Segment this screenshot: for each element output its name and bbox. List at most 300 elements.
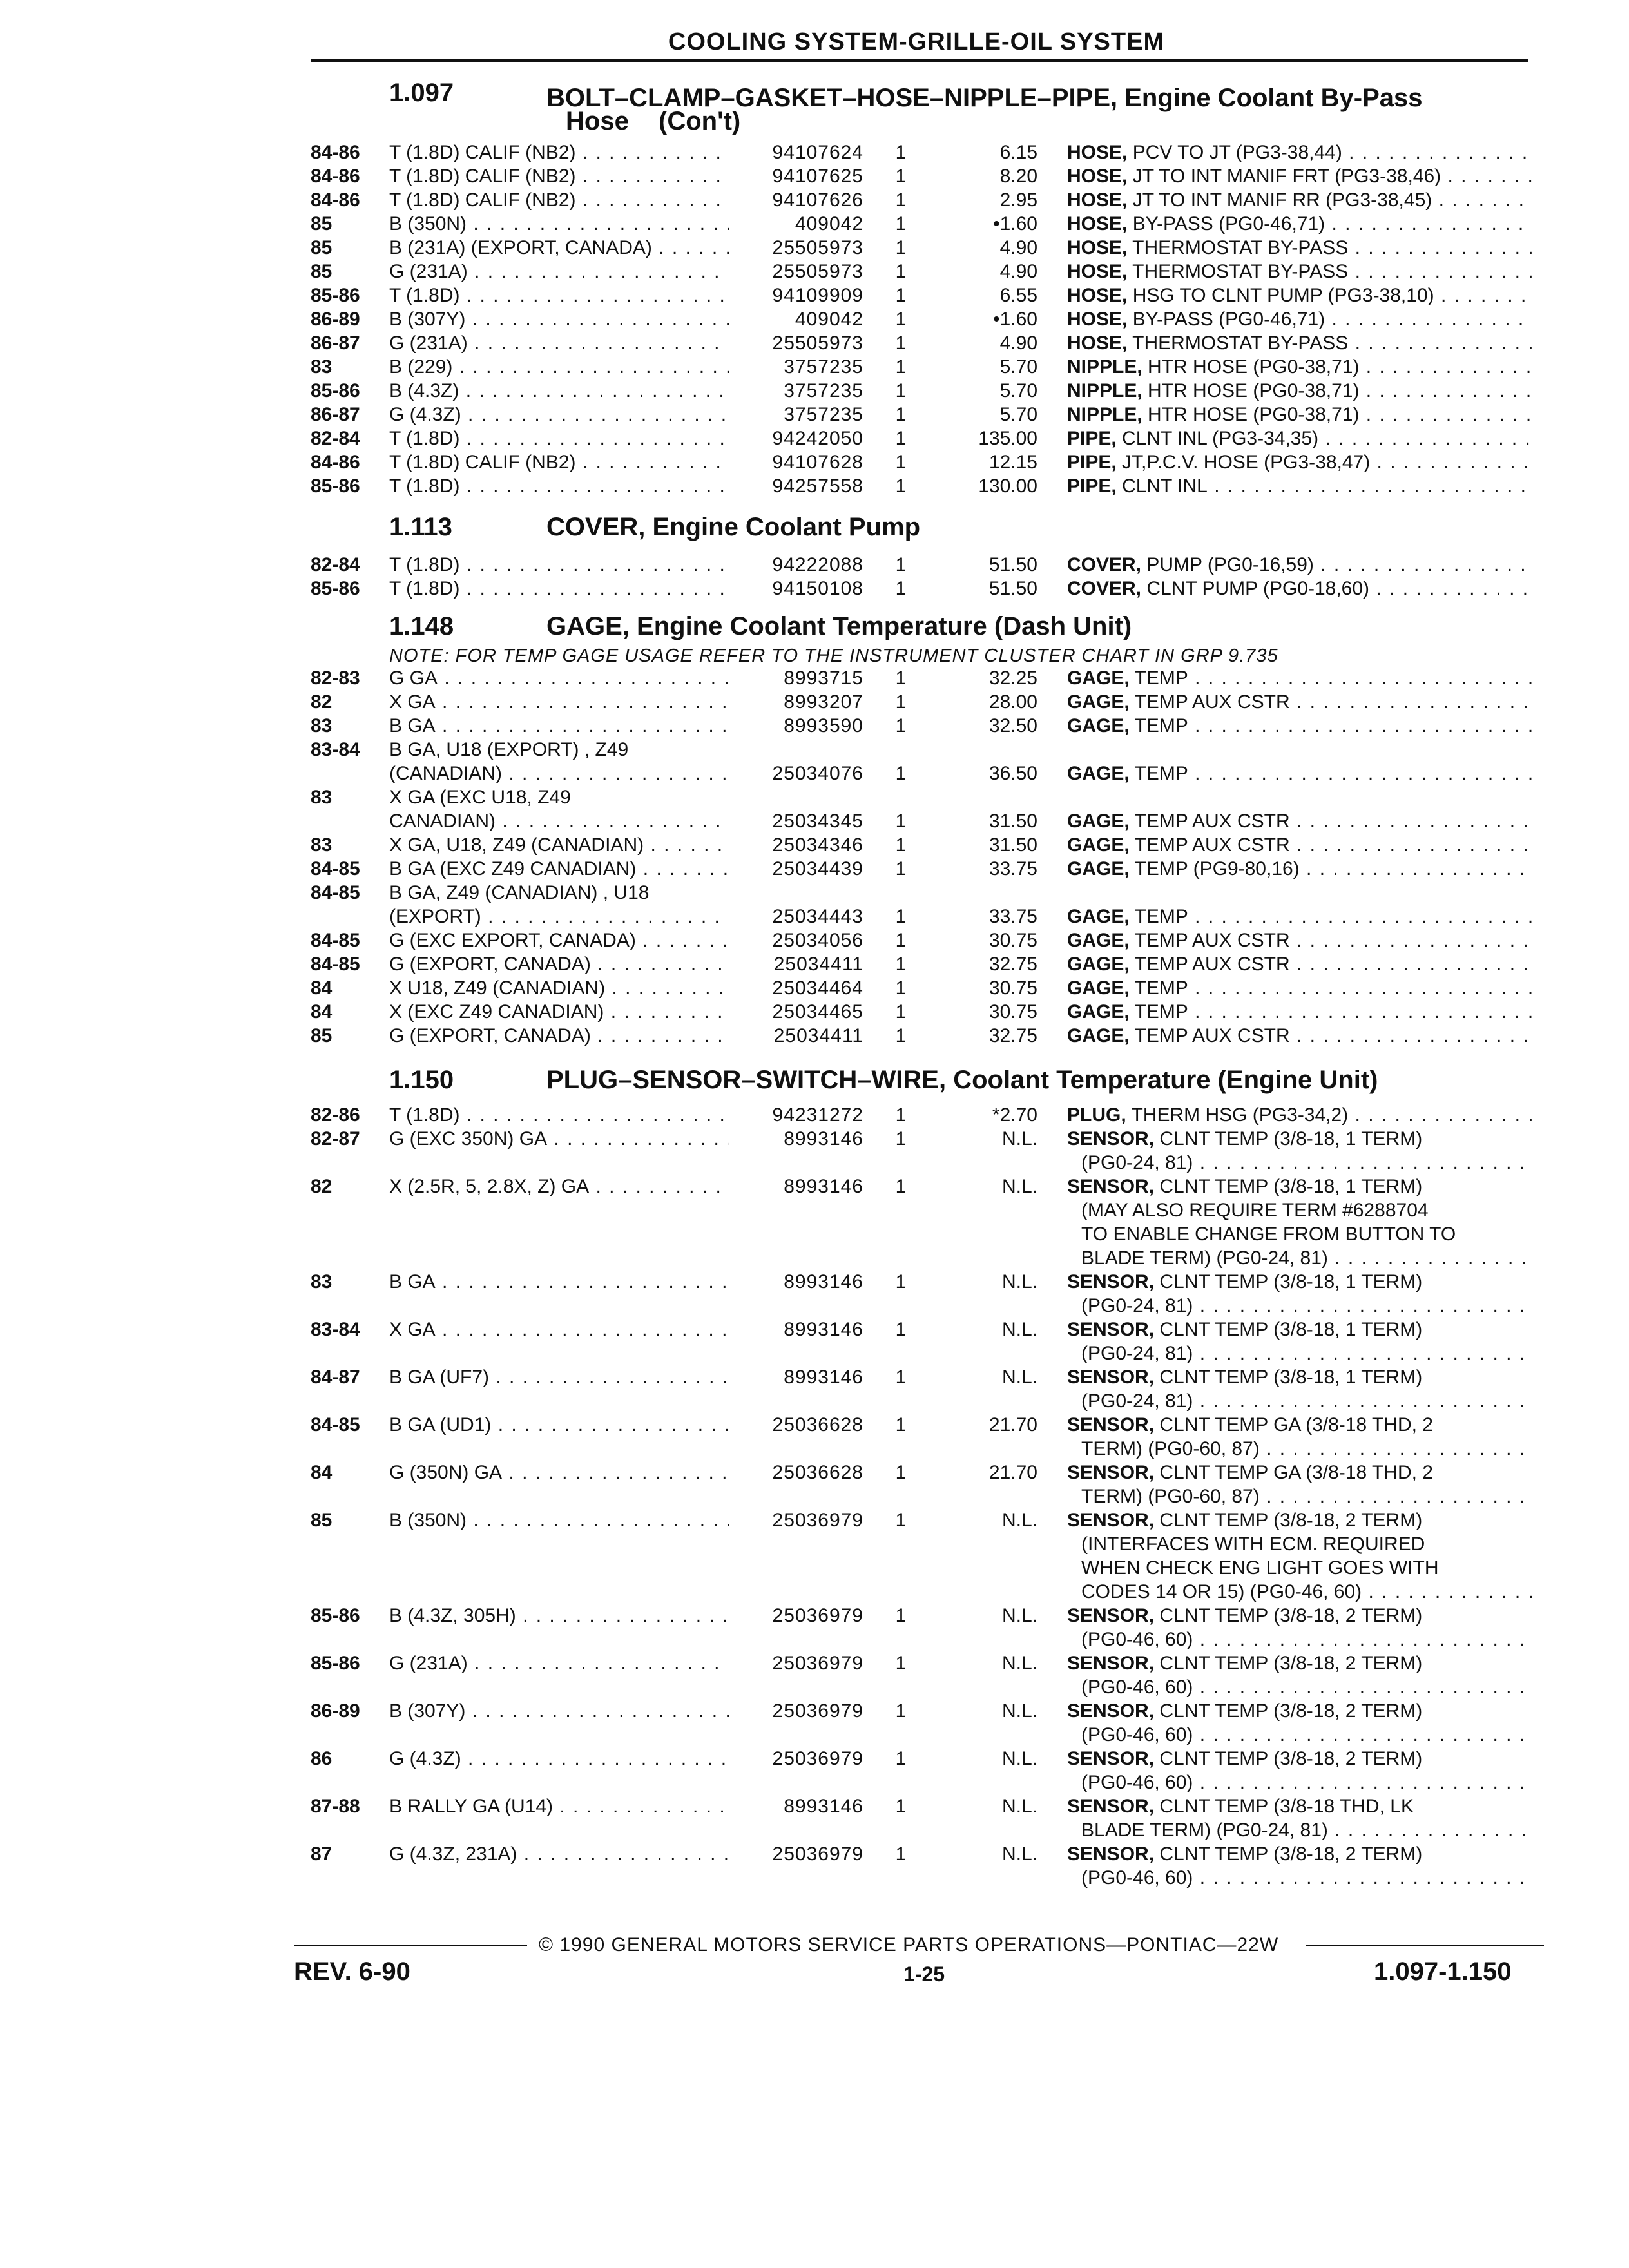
- model-years: 84-86: [311, 189, 360, 211]
- part-number: 25034346: [733, 833, 863, 857]
- application: X U18, Z49 (CANADIAN) . . .: [389, 976, 729, 1000]
- quantity: 1: [895, 1104, 907, 1126]
- description: [1067, 553, 1532, 577]
- description-continuation: (MAY ALSO REQUIRE TERM #6288704: [1081, 1200, 1429, 1221]
- part-name: SENSOR,: [1067, 1319, 1155, 1340]
- application: G (EXC 350N) GA . . .: [389, 1127, 729, 1151]
- application: G (231A) . . .: [389, 260, 729, 284]
- part-name: SENSOR,: [1067, 1176, 1155, 1197]
- part-detail: HTR HOSE (PG0-38,71): [1142, 356, 1360, 378]
- part-number: 25036979: [733, 1604, 863, 1628]
- price: 33.75: [988, 906, 1037, 927]
- part-name: HOSE,: [1067, 309, 1128, 330]
- part-name: SENSOR,: [1067, 1748, 1155, 1769]
- model-years: 82: [311, 691, 333, 713]
- model-years: 86-89: [311, 309, 360, 330]
- model-years: 87: [311, 1843, 333, 1865]
- part-name: GAGE,: [1067, 763, 1130, 784]
- part-name: GAGE,: [1067, 811, 1130, 832]
- part-number: 25034465: [733, 1000, 863, 1024]
- part-name: HOSE,: [1067, 261, 1128, 282]
- quantity: 1: [895, 554, 907, 575]
- quantity: 1: [895, 1462, 907, 1483]
- part-name: SENSOR,: [1067, 1414, 1155, 1436]
- application: X GA, U18, Z49 (CANADIAN) . . .: [389, 833, 729, 857]
- application: T (1.8D) . . .: [389, 577, 729, 601]
- quantity: 1: [895, 715, 907, 736]
- part-detail: TEMP: [1129, 763, 1188, 784]
- part-detail: CLNT TEMP (3/8-18, 2 TERM): [1154, 1700, 1423, 1722]
- model-years: 84-86: [311, 142, 360, 163]
- part-name: GAGE,: [1067, 906, 1130, 927]
- description-continuation: (INTERFACES WITH ECM. REQUIRED: [1081, 1533, 1425, 1555]
- quantity: 1: [895, 1748, 907, 1769]
- description: [1067, 355, 1532, 379]
- price: 135.00: [978, 428, 1037, 449]
- section-number: 1.097: [389, 79, 454, 107]
- part-number: 3757235: [733, 379, 863, 403]
- quantity: 1: [895, 858, 907, 879]
- part-name: GAGE,: [1067, 1025, 1130, 1046]
- part-number: 8993146: [733, 1127, 863, 1151]
- quantity: 1: [895, 332, 907, 354]
- application: B (307Y) . . .: [389, 307, 729, 331]
- application: B (350N) . . .: [389, 212, 729, 236]
- part-number: 25034411: [733, 952, 863, 976]
- application: T (1.8D) . . .: [389, 427, 729, 450]
- price: N.L.: [1001, 1605, 1037, 1626]
- application: X (2.5R, 5, 2.8X, Z) GA . . .: [389, 1175, 729, 1198]
- part-detail: HTR HOSE (PG0-38,71): [1142, 404, 1360, 425]
- part-detail: CLNT TEMP (3/8-18, 1 TERM): [1154, 1319, 1423, 1340]
- description: [1067, 164, 1532, 188]
- part-detail: CLNT INL: [1116, 476, 1208, 497]
- model-years: 82-86: [311, 1104, 360, 1126]
- price: 12.15: [988, 452, 1037, 473]
- part-number: 25036979: [733, 1842, 863, 1866]
- part-number: 94107625: [733, 164, 863, 188]
- model-years: 84: [311, 1462, 333, 1483]
- description: [1067, 1699, 1532, 1723]
- price: N.L.: [1001, 1796, 1037, 1817]
- description: [1067, 1413, 1532, 1437]
- application: G (350N) GA . . .: [389, 1461, 729, 1485]
- application: G (EXPORT, CANADA) . . .: [389, 952, 729, 976]
- quantity: 1: [895, 834, 907, 856]
- part-name: NIPPLE,: [1067, 404, 1142, 425]
- model-years: 83: [311, 834, 333, 856]
- description: [1067, 1024, 1532, 1048]
- application: T (1.8D) CALIF (NB2) . . .: [389, 140, 729, 164]
- part-name: SENSOR,: [1067, 1796, 1155, 1817]
- section-title: GAGE, Engine Coolant Temperature (Dash Unit): [546, 612, 1132, 640]
- price: N.L.: [1001, 1128, 1037, 1149]
- description: [1067, 260, 1532, 284]
- part-name: HOSE,: [1067, 332, 1128, 354]
- model-years: 82: [311, 1176, 333, 1197]
- application: G (EXC EXPORT, CANADA) . . .: [389, 928, 729, 952]
- quantity: 1: [895, 1025, 907, 1046]
- quantity: 1: [895, 428, 907, 449]
- price: N.L.: [1001, 1510, 1037, 1531]
- page-header-title: COOLING SYSTEM-GRILLE-OIL SYSTEM: [668, 28, 1165, 55]
- part-number: 94242050: [733, 427, 863, 450]
- section-title: BOLT–CLAMP–GASKET–HOSE–NIPPLE–PIPE, Engine Coolant By-Pass: [546, 84, 1423, 112]
- model-years: 84-86: [311, 166, 360, 187]
- section-number: 1.148: [389, 612, 454, 640]
- quantity: 1: [895, 452, 907, 473]
- footer-revision: REV. 6-90: [294, 1957, 410, 1986]
- part-number: 25034443: [733, 905, 863, 928]
- description: [1067, 905, 1532, 928]
- application: CANADIAN) . . .: [389, 809, 729, 833]
- quantity: 1: [895, 1796, 907, 1817]
- part-name: HOSE,: [1067, 189, 1128, 211]
- description: [1067, 140, 1532, 164]
- part-detail: TEMP: [1129, 715, 1188, 736]
- price: 28.00: [988, 691, 1037, 713]
- price: N.L.: [1001, 1319, 1037, 1340]
- price: •1.60: [993, 309, 1037, 330]
- model-years: 85-86: [311, 476, 360, 497]
- model-years: 82-84: [311, 428, 360, 449]
- price: N.L.: [1001, 1748, 1037, 1769]
- part-detail: CLNT TEMP GA (3/8-18 THD, 2: [1154, 1414, 1433, 1436]
- part-detail: BY-PASS (PG0-46,71): [1127, 213, 1325, 235]
- part-detail: CLNT TEMP (3/8-18 THD, LK: [1154, 1796, 1414, 1817]
- model-years: 84-86: [311, 452, 360, 473]
- footer-copyright: © 1990 GENERAL MOTORS SERVICE PARTS OPERATIONS—PONTIAC—22W: [539, 1934, 1279, 1956]
- quantity: 1: [895, 166, 907, 187]
- quantity: 1: [895, 476, 907, 497]
- description: [1067, 857, 1532, 881]
- section-title-cont: (Con't): [659, 107, 741, 135]
- part-detail: THERMOSTAT BY-PASS: [1127, 237, 1349, 258]
- price: 21.70: [988, 1462, 1037, 1483]
- price: 8.20: [999, 166, 1037, 187]
- part-name: GAGE,: [1067, 954, 1130, 975]
- price: •1.60: [993, 213, 1037, 235]
- price: 30.75: [988, 977, 1037, 999]
- price: 6.55: [999, 285, 1037, 306]
- part-detail: THERMOSTAT BY-PASS: [1127, 261, 1349, 282]
- description-continuation: TO ENABLE CHANGE FROM BUTTON TO: [1081, 1224, 1456, 1245]
- model-years: 85-86: [311, 1653, 360, 1674]
- application: G (231A) . . .: [389, 331, 729, 355]
- description-continuation: (PG0-24, 81) . . .: [1081, 1389, 1532, 1413]
- description: [1067, 379, 1532, 403]
- description-continuation: BLADE TERM) (PG0-24, 81) . . .: [1081, 1246, 1532, 1270]
- part-number: 3757235: [733, 403, 863, 427]
- part-number: 25036628: [733, 1461, 863, 1485]
- price: N.L.: [1001, 1700, 1037, 1722]
- application: B GA, U18 (EXPORT) , Z49: [389, 739, 629, 760]
- model-years: 83: [311, 715, 333, 736]
- model-years: 84-87: [311, 1367, 360, 1388]
- price: 30.75: [988, 1001, 1037, 1023]
- part-detail: TEMP AUX CSTR: [1129, 930, 1290, 951]
- model-years: 86-89: [311, 1700, 360, 1722]
- application: (CANADIAN) . . .: [389, 762, 729, 785]
- quantity: 1: [895, 1367, 907, 1388]
- quantity: 1: [895, 954, 907, 975]
- application: B GA, Z49 (CANADIAN) , U18: [389, 882, 650, 903]
- part-name: GAGE,: [1067, 668, 1130, 689]
- description: [1067, 809, 1532, 833]
- quantity: 1: [895, 309, 907, 330]
- quantity: 1: [895, 1414, 907, 1436]
- part-detail: PCV TO JT (PG3-38,44): [1127, 142, 1342, 163]
- part-number: 94222088: [733, 553, 863, 577]
- part-name: HOSE,: [1067, 213, 1128, 235]
- quantity: 1: [895, 668, 907, 689]
- part-name: SENSOR,: [1067, 1653, 1155, 1674]
- application: B RALLY GA (U14) . . .: [389, 1794, 729, 1818]
- footer-section-range: 1.097-1.150: [1374, 1957, 1512, 1986]
- description: [1067, 1794, 1532, 1818]
- model-years: 84-85: [311, 930, 360, 951]
- part-name: SENSOR,: [1067, 1271, 1155, 1293]
- model-years: 85: [311, 261, 333, 282]
- part-detail: THERMOSTAT BY-PASS: [1127, 332, 1349, 354]
- quantity: 1: [895, 578, 907, 599]
- price: 130.00: [978, 476, 1037, 497]
- price: 32.25: [988, 668, 1037, 689]
- model-years: 85-86: [311, 285, 360, 306]
- part-number: 94150108: [733, 577, 863, 601]
- part-detail: PUMP (PG0-16,59): [1141, 554, 1314, 575]
- price: 5.70: [999, 356, 1037, 378]
- quantity: 1: [895, 811, 907, 832]
- model-years: 87-88: [311, 1796, 360, 1817]
- application: T (1.8D) . . .: [389, 553, 729, 577]
- part-name: GAGE,: [1067, 834, 1130, 856]
- part-detail: CLNT TEMP (3/8-18, 2 TERM): [1154, 1748, 1423, 1769]
- description-continuation: (PG0-46, 60) . . .: [1081, 1675, 1532, 1699]
- quantity: 1: [895, 404, 907, 425]
- part-number: 25034464: [733, 976, 863, 1000]
- price: 32.75: [988, 1025, 1037, 1046]
- description: [1067, 1365, 1532, 1389]
- part-detail: TEMP: [1129, 1001, 1188, 1023]
- quantity: 1: [895, 1510, 907, 1531]
- part-name: HOSE,: [1067, 166, 1128, 187]
- model-years: 85: [311, 213, 333, 235]
- part-detail: TEMP: [1129, 906, 1188, 927]
- description: [1067, 1000, 1532, 1024]
- quantity: 1: [895, 237, 907, 258]
- part-number: 3757235: [733, 355, 863, 379]
- part-number: 8993146: [733, 1175, 863, 1198]
- application: B GA . . .: [389, 714, 729, 738]
- price: 31.50: [988, 811, 1037, 832]
- price: N.L.: [1001, 1843, 1037, 1865]
- part-name: GAGE,: [1067, 1001, 1130, 1023]
- description: [1067, 714, 1532, 738]
- section-number: 1.150: [389, 1066, 454, 1094]
- section-title-cont: Hose: [566, 107, 629, 135]
- part-number: 25034076: [733, 762, 863, 785]
- part-detail: HTR HOSE (PG0-38,71): [1142, 380, 1360, 401]
- part-name: SENSOR,: [1067, 1510, 1155, 1531]
- application: X GA . . .: [389, 1318, 729, 1341]
- part-name: SENSOR,: [1067, 1128, 1155, 1149]
- description-continuation: (PG0-46, 60) . . .: [1081, 1628, 1532, 1651]
- price: 30.75: [988, 930, 1037, 951]
- part-number: 25034411: [733, 1024, 863, 1048]
- part-number: 94107626: [733, 188, 863, 212]
- application: B (4.3Z, 305H) . . .: [389, 1604, 729, 1628]
- part-number: 8993146: [733, 1365, 863, 1389]
- description: [1067, 474, 1532, 498]
- part-name: GAGE,: [1067, 691, 1130, 713]
- price: *2.70: [992, 1104, 1037, 1126]
- price: 4.90: [999, 237, 1037, 258]
- part-number: 8993715: [733, 666, 863, 690]
- quantity: 1: [895, 1001, 907, 1023]
- description: [1067, 236, 1532, 260]
- application: B (229) . . .: [389, 355, 729, 379]
- part-detail: JT,P.C.V. HOSE (PG3-38,47): [1116, 452, 1371, 473]
- model-years: 86-87: [311, 404, 360, 425]
- application: T (1.8D) . . .: [389, 474, 729, 498]
- quantity: 1: [895, 906, 907, 927]
- part-name: COVER,: [1067, 554, 1142, 575]
- description-continuation: TERM) (PG0-60, 87) . . .: [1081, 1437, 1532, 1461]
- model-years: 85: [311, 237, 333, 258]
- part-name: HOSE,: [1067, 142, 1128, 163]
- part-detail: CLNT TEMP (3/8-18, 1 TERM): [1154, 1271, 1423, 1293]
- quantity: 1: [895, 691, 907, 713]
- application: G (EXPORT, CANADA) . . .: [389, 1024, 729, 1048]
- section-title: COVER, Engine Coolant Pump: [546, 513, 921, 541]
- description-continuation: (PG0-46, 60) . . .: [1081, 1866, 1532, 1890]
- part-name: PIPE,: [1067, 452, 1117, 473]
- price: 4.90: [999, 332, 1037, 354]
- application: T (1.8D) . . .: [389, 284, 729, 307]
- application: G (4.3Z) . . .: [389, 403, 729, 427]
- section-note: NOTE: FOR TEMP GAGE USAGE REFER TO THE INSTRUMENT CLUSTER CHART IN GRP 9.735: [389, 646, 1278, 666]
- model-years: 84-85: [311, 882, 360, 903]
- description: [1067, 1103, 1532, 1127]
- price: N.L.: [1001, 1176, 1037, 1197]
- model-years: 85-86: [311, 380, 360, 401]
- application: T (1.8D) CALIF (NB2) . . .: [389, 188, 729, 212]
- part-name: PLUG,: [1067, 1104, 1126, 1126]
- quantity: 1: [895, 1176, 907, 1197]
- part-detail: BY-PASS (PG0-46,71): [1127, 309, 1325, 330]
- application: G (4.3Z) . . .: [389, 1747, 729, 1771]
- part-number: 25505973: [733, 236, 863, 260]
- description: [1067, 1747, 1532, 1771]
- description: [1067, 427, 1532, 450]
- application: B GA (UF7) . . .: [389, 1365, 729, 1389]
- model-years: 84: [311, 977, 333, 999]
- quantity: 1: [895, 1605, 907, 1626]
- application: B (350N) . . .: [389, 1508, 729, 1532]
- part-number: 94107628: [733, 450, 863, 474]
- quantity: 1: [895, 1271, 907, 1293]
- footer-page-number: 1-25: [903, 1963, 945, 1986]
- description: [1067, 1127, 1532, 1151]
- part-detail: CLNT TEMP (3/8-18, 2 TERM): [1154, 1510, 1423, 1531]
- description: [1067, 1270, 1532, 1294]
- application: G GA . . .: [389, 666, 729, 690]
- part-name: SENSOR,: [1067, 1700, 1155, 1722]
- description: [1067, 307, 1532, 331]
- model-years: 86-87: [311, 332, 360, 354]
- price: 6.15: [999, 142, 1037, 163]
- part-name: HOSE,: [1067, 285, 1128, 306]
- part-number: 8993207: [733, 690, 863, 714]
- part-number: 8993590: [733, 714, 863, 738]
- application: B GA (EXC Z49 CANADIAN) . . .: [389, 857, 729, 881]
- description: [1067, 762, 1532, 785]
- part-number: 94109909: [733, 284, 863, 307]
- part-detail: CLNT INL (PG3-34,35): [1116, 428, 1319, 449]
- description: [1067, 1604, 1532, 1628]
- part-number: 25036979: [733, 1699, 863, 1723]
- model-years: 83: [311, 1271, 333, 1293]
- part-name: GAGE,: [1067, 930, 1130, 951]
- price: N.L.: [1001, 1367, 1037, 1388]
- part-detail: TEMP AUX CSTR: [1129, 1025, 1290, 1046]
- part-number: 94257558: [733, 474, 863, 498]
- description-continuation: WHEN CHECK ENG LIGHT GOES WITH: [1081, 1557, 1439, 1579]
- part-number: 25505973: [733, 331, 863, 355]
- model-years: 83-84: [311, 739, 360, 760]
- part-name: GAGE,: [1067, 858, 1130, 879]
- application: G (231A) . . .: [389, 1651, 729, 1675]
- description: [1067, 833, 1532, 857]
- part-detail: TEMP AUX CSTR: [1129, 691, 1290, 713]
- application: (EXPORT) . . .: [389, 905, 729, 928]
- part-name: SENSOR,: [1067, 1462, 1155, 1483]
- model-years: 84-85: [311, 858, 360, 879]
- description-continuation: (PG0-24, 81) . . .: [1081, 1294, 1532, 1318]
- part-number: 94231272: [733, 1103, 863, 1127]
- part-number: 25036979: [733, 1508, 863, 1532]
- quantity: 1: [895, 285, 907, 306]
- part-number: 8993146: [733, 1318, 863, 1341]
- price: 51.50: [988, 578, 1037, 599]
- quantity: 1: [895, 1700, 907, 1722]
- part-number: 25036979: [733, 1651, 863, 1675]
- application: T (1.8D) CALIF (NB2) . . .: [389, 450, 729, 474]
- description-continuation: CODES 14 OR 15) (PG0-46, 60) . . .: [1081, 1580, 1532, 1604]
- model-years: 84-85: [311, 954, 360, 975]
- section-number: 1.113: [389, 513, 452, 541]
- price: 2.95: [999, 189, 1037, 211]
- price: 4.90: [999, 261, 1037, 282]
- part-detail: THERM HSG (PG3-34,2): [1126, 1104, 1349, 1126]
- part-name: GAGE,: [1067, 715, 1130, 736]
- description: [1067, 212, 1532, 236]
- description-continuation: (PG0-24, 81) . . .: [1081, 1341, 1532, 1365]
- part-name: NIPPLE,: [1067, 380, 1142, 401]
- price: N.L.: [1001, 1271, 1037, 1293]
- quantity: 1: [895, 930, 907, 951]
- section-title: PLUG–SENSOR–SWITCH–WIRE, Coolant Temperature (Engine Unit): [546, 1066, 1378, 1094]
- part-number: 25034056: [733, 928, 863, 952]
- description: [1067, 331, 1532, 355]
- quantity: 1: [895, 977, 907, 999]
- description: [1067, 1842, 1532, 1866]
- price: 33.75: [988, 858, 1037, 879]
- quantity: 1: [895, 356, 907, 378]
- application: T (1.8D) CALIF (NB2) . . .: [389, 164, 729, 188]
- description-continuation: TERM) (PG0-60, 87) . . .: [1081, 1485, 1532, 1508]
